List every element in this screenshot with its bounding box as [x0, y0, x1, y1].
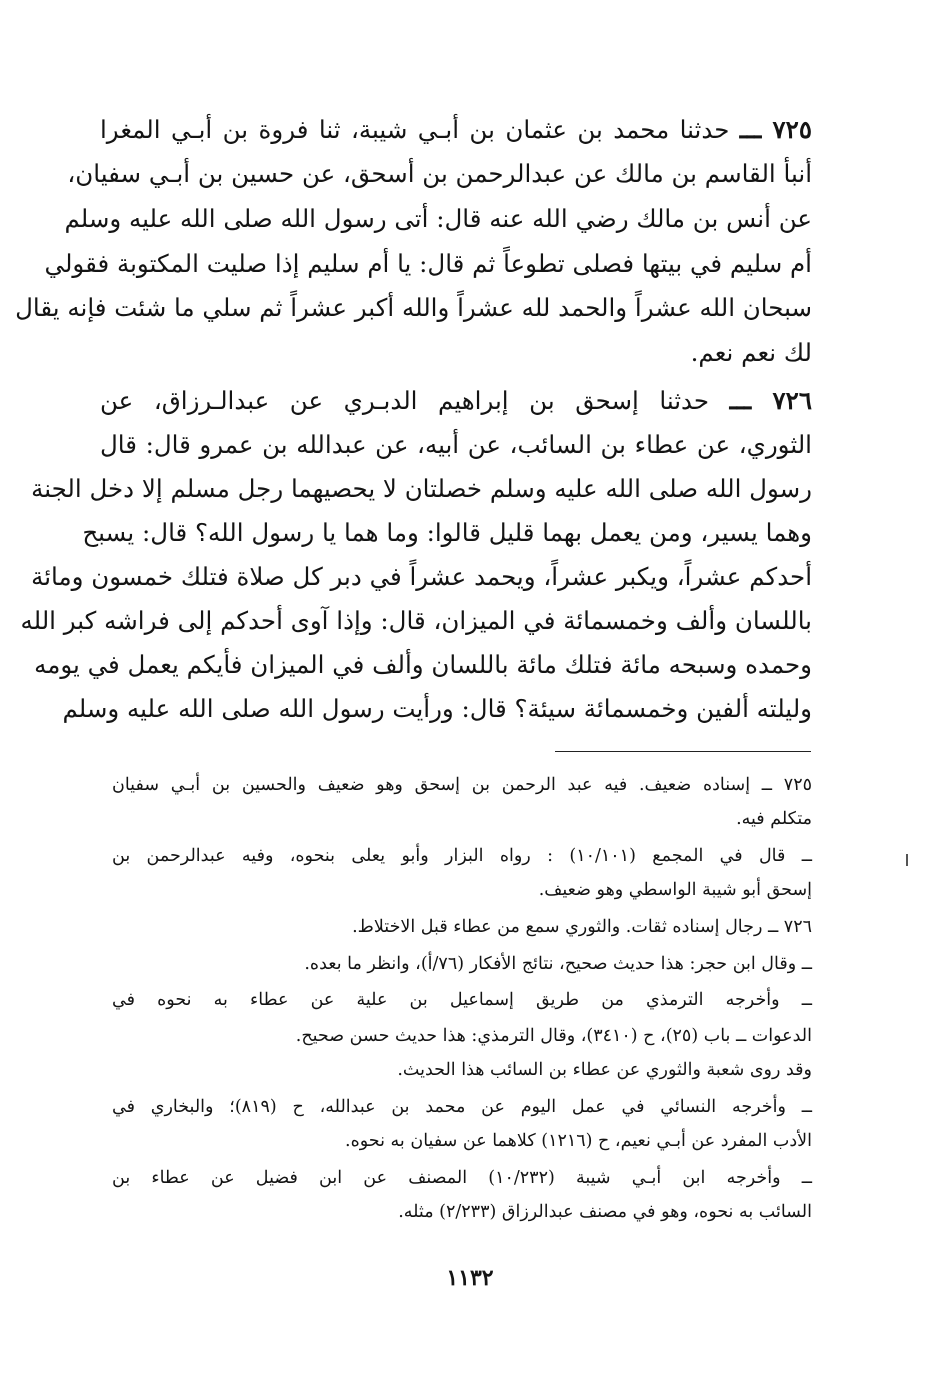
footnote-726-line-2: ــ وقال ابن حجر: هذا حديث صحيح، نتائج الأفكار (٧٦/أ)، وانظر ما بعده.	[304, 954, 812, 974]
footnote-726-line-6: ــ وأخرجه النسائي في عمل اليوم عن محمد بن عبدالله، ح (٨١٩)؛ والبخاري في	[112, 1097, 812, 1117]
hadith-726-line-7: وحمده وسبحه مائة فتلك مائة باللسان وألف في الميزان فأيكم يعمل في يومه	[34, 650, 812, 679]
hadith-726-line-5: أحدكم عشراً، ويكبر عشراً، ويحمد عشراً في دبر كل صلاة فتلك خمسون ومائة	[31, 562, 812, 591]
hadith-725-line-4: أم سليم في بيتها فصلى تطوعاً ثم قال: يا أم سليم إذا صليت المكتوبة فقولي	[44, 249, 812, 278]
footnote-726-line-3: ــ وأخرجه الترمذي من طريق إسماعيل بن علية عن عطاء به نحوه في	[112, 990, 812, 1010]
hadith-726-line-3: رسول الله صلى الله عليه وسلم خصلتان لا يحصيهما رجل مسلم إلا دخل الجنة	[31, 474, 812, 503]
hadith-726-line-4: وهما يسير، ومن يعمل بهما قليل قالوا: وما هما يا رسول الله؟ قال: يسبح	[82, 518, 812, 547]
scan-edge-mark	[906, 854, 908, 866]
hadith-number-726: ٧٢٦ ـــ	[729, 386, 812, 415]
footnote-725-line-4: إسحق أبو شيبة الواسطي وهو ضعيف.	[538, 880, 812, 900]
hadith-number-725: ٧٢٥ ـــ	[739, 115, 812, 144]
footnote-725-line-1: ٧٢٥ ــ إسناده ضعيف. فيه عبد الرحمن بن إسحق وهو ضعيف والحسين بن أبـي سفيان	[112, 775, 812, 795]
hadith-726-line-6: باللسان وألف وخمسمائة في الميزان، قال: وإذا آوى أحدكم إلى فراشه كبر الله	[20, 606, 812, 635]
footnote-725-line-2: متكلم فيه.	[736, 809, 812, 829]
hadith-725-line-6: لك نعم نعم.	[690, 338, 812, 367]
footnote-726-line-1: ٧٢٦ ــ رجال إسناده ثقات. والثوري سمع من عطاء قبل الاختلاط.	[352, 917, 812, 937]
hadith-725-line-2: أنبأ القاسم بن مالك عن عبدالرحمن بن أسحق، عن حسين بن أبـي سفيان،	[67, 159, 812, 188]
hadith-726-line-8: وليلته ألفين وخمسمائة سيئة؟ قال: ورأيت رسول الله صلى الله عليه وسلم	[62, 694, 812, 723]
hadith-725-line-3: عن أنس بن مالك رضي الله عنه قال: أتى رسول الله صلى الله عليه وسلم	[64, 204, 812, 233]
footnote-726-line-7: الأدب المفرد عن أبـي نعيم، ح (١٢١٦) كلاهما عن سفيان به نحوه.	[345, 1131, 812, 1151]
page-number: ١١٣٢	[446, 1265, 494, 1291]
footnote-726-line-9: السائب به نحوه، وهو في مصنف عبدالرزاق (٢/٢٣٣) مثله.	[398, 1202, 812, 1222]
hadith-726-line-2: الثوري، عن عطاء بن السائب، عن أبيه، عن عبدالله بن عمرو قال: قال	[100, 430, 812, 459]
footnote-separator	[555, 751, 811, 752]
footnote-726-line-4: الدعوات ــ باب (٢٥)، ح (٣٤١٠)، وقال الترمذي: هذا حديث حسن صحيح.	[295, 1026, 812, 1046]
hadith-725-line-5: سبحان الله عشراً والحمد لله عشراً والله أكبر عشراً ثم سلي ما شئت فإنه يقال	[15, 293, 812, 322]
footnote-726-line-5: وقد روى شعبة والثوري عن عطاء بن السائب هذا الحديث.	[397, 1060, 812, 1080]
footnote-725-line-3: ــ قال في المجمع (١٠/١٠١) : رواه البزار وأبو يعلى بنحوه، وفيه عبدالرحمن بن	[112, 846, 812, 866]
hadith-725-line-1: ٧٢٥ ـــ حدثنا محمد بن عثمان بن أبـي شيبة، ثنا فروة بن أبـي المغرا	[100, 115, 812, 144]
footnote-726-line-8: ــ وأخرجه ابن أبـي شيبة (١٠/٢٣٢) المصنف عن ابن فضيل عن عطاء بن	[112, 1168, 812, 1188]
hadith-726-line-1: ٧٢٦ ـــ حدثنا إسحق بن إبراهيم الدبـري عن عبدالـرزاق، عن	[100, 386, 812, 415]
